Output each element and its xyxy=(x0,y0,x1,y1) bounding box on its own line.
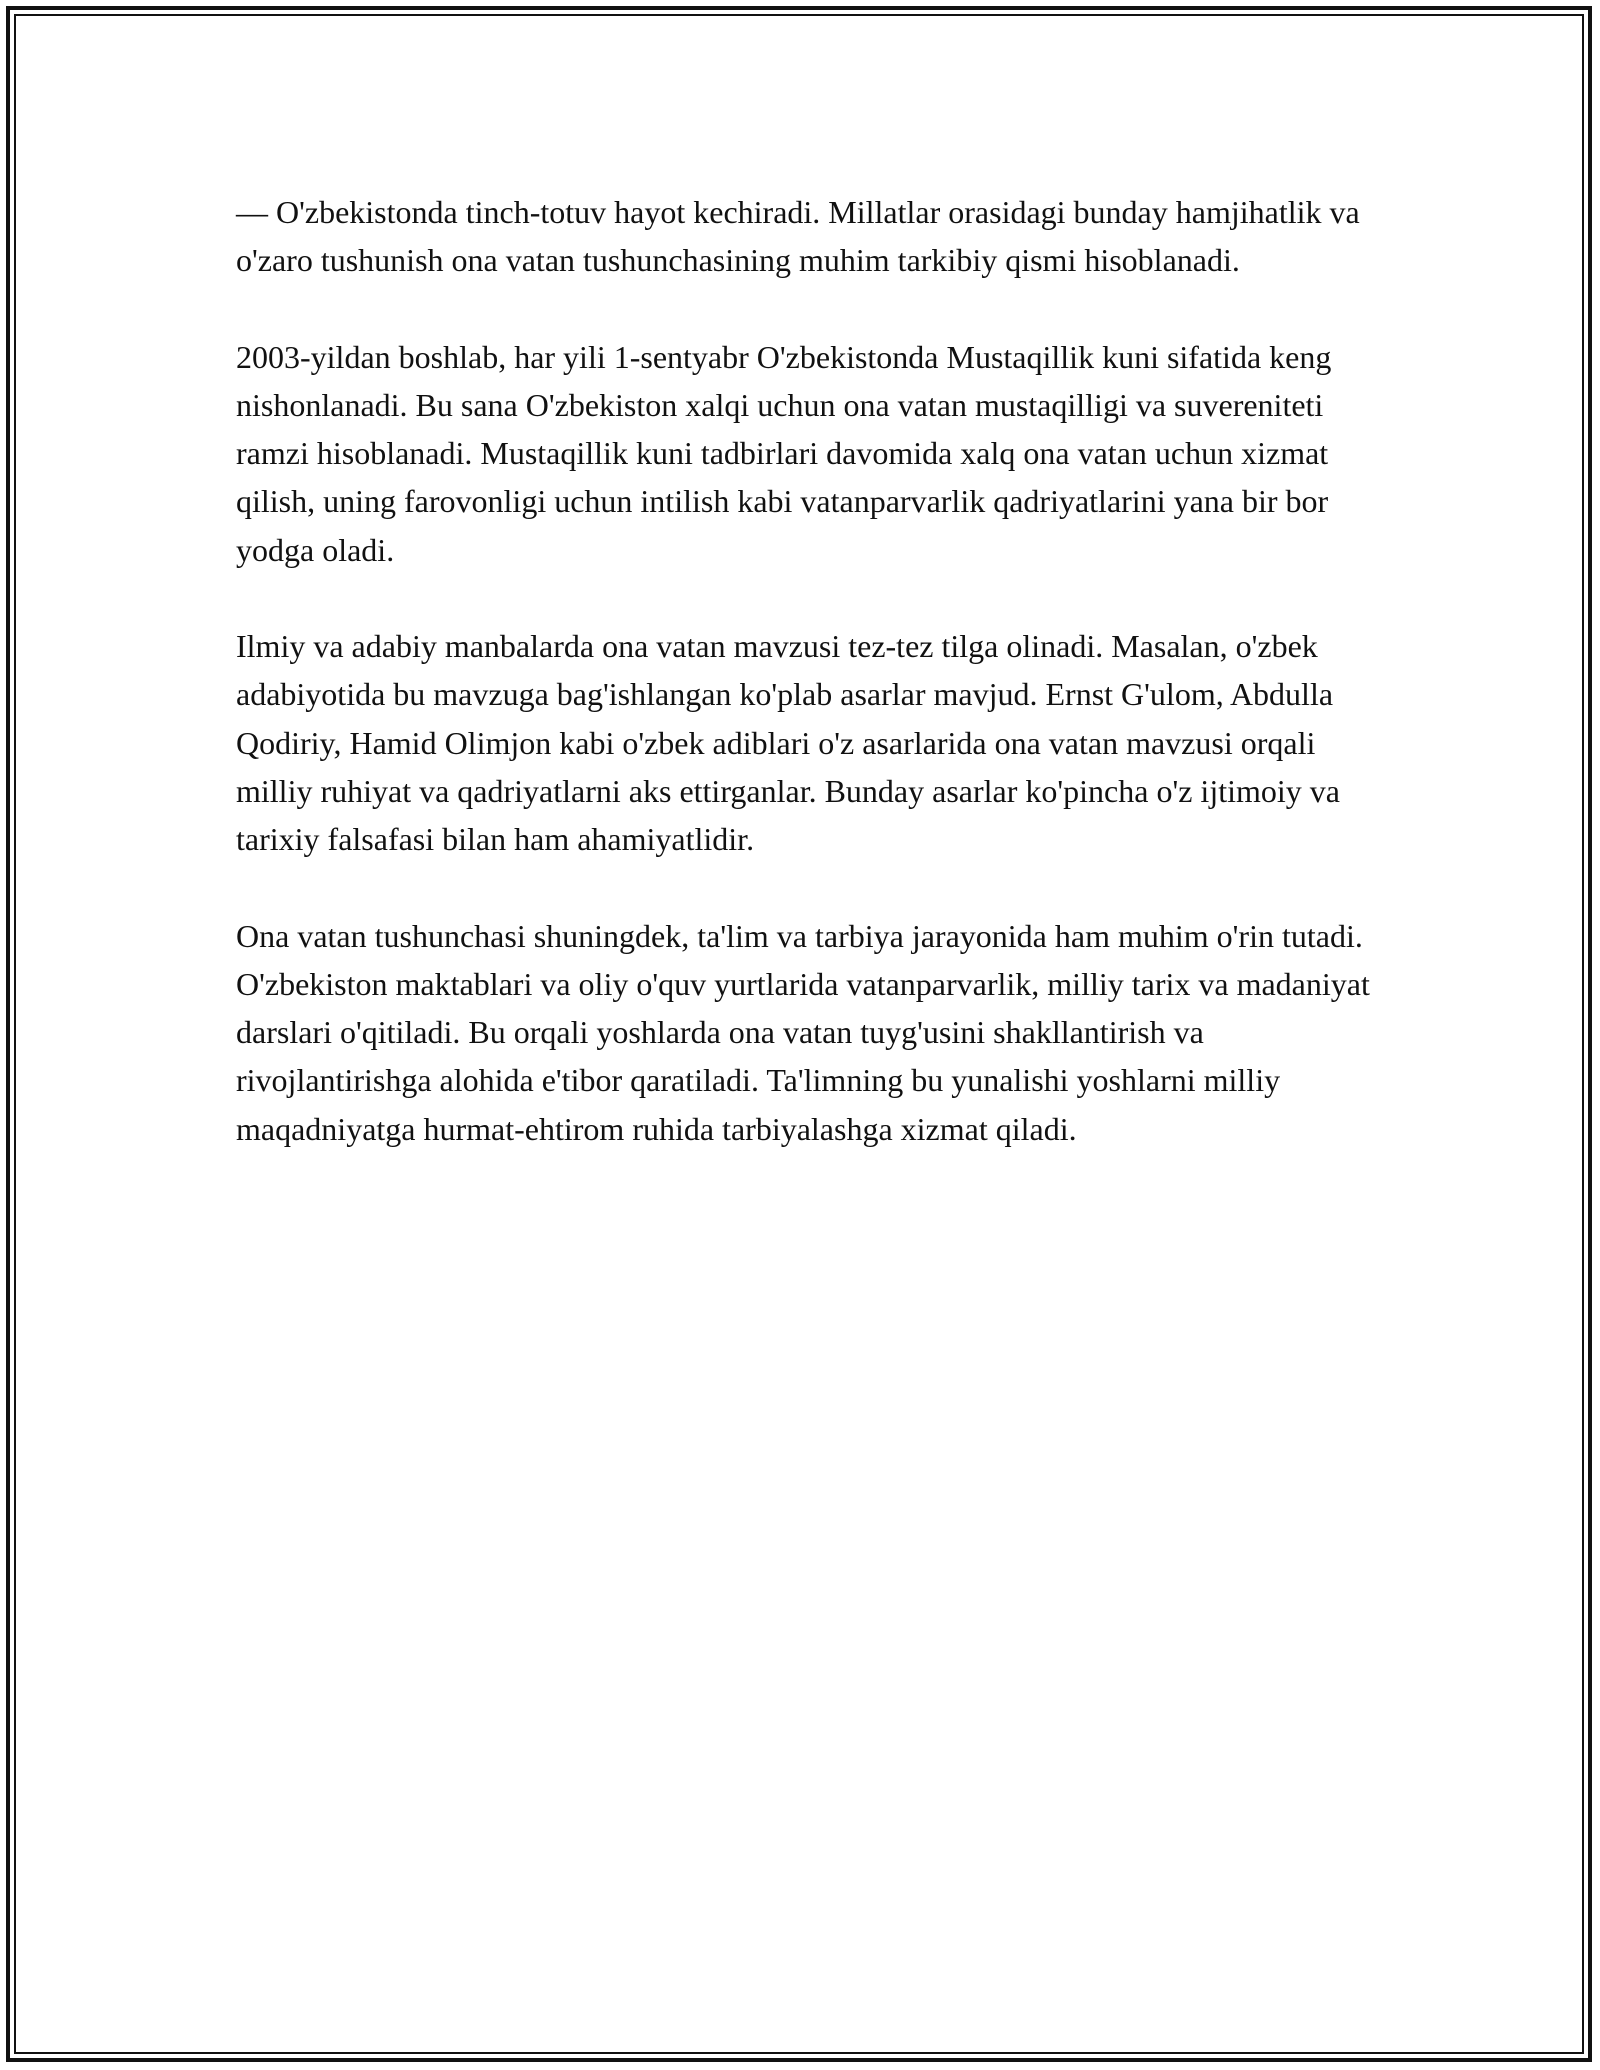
paragraph: Ilmiy va adabiy manbalarda ona vatan mavzusi tez-tez tilga olinadi. Masalan, o'zbek adabiyotida bu mavzuga bag'ishlangan ko'plab asarlar mavjud. Ernst G'ulom, Abdulla Qodiriy, Hamid Olimjon kabi o'zbek adiblari o'z asarlarida ona vatan mavzusi orqali milliy ruhiyat va qadriyatlarni aks ettirganlar. Bunday asarlar ko'pincha o'z ijtimoiy va tarixiy falsafasi bilan ham ahamiyatlidir. xyxy=(236,628,1340,858)
paragraph: Ona vatan tushunchasi shuningdek, ta'lim va tarbiya jarayonida ham muhim o'rin tutadi. O'zbekiston maktablari va oliy o'quv yurtlarida vatanparvarlik, milliy tarix va madaniyat darslari o'qitiladi. Bu orqali yoshlarda ona vatan tuyg'usini shakllantirish va rivojlantirishga alohida e'tibor qaratiladi. Ta'limning bu yunalishi yoshlarni milliy maqadniyatga hurmat-ehtirom ruhida tarbiyalashga xizmat qiladi. xyxy=(236,917,1370,1147)
paragraph: 2003-yildan boshlab, har yili 1-sentyabr O'zbekistonda Mustaqillik kuni sifatida keng nishonlanadi. Bu sana O'zbekiston xalqi uchun ona vatan mustaqilligi va suvereniteti ramzi hisoblanadi. Mustaqillik kuni tadbirlari davomida xalq ona vatan uchun xizmat qilish, uning farovonligi uchun intilish kabi vatanparvarlik qadriyatlarini yana bir bor yodga oladi. xyxy=(236,338,1332,568)
document-body xyxy=(236,188,1376,1201)
paragraph: — O'zbekistonda tinch-totuv hayot kechiradi. Millatlar orasidagi bunday hamjihatlik va o'zaro tushunish ona vatan tushunchasining muhim tarkibiy qismi hisoblanadi. xyxy=(236,194,1360,279)
